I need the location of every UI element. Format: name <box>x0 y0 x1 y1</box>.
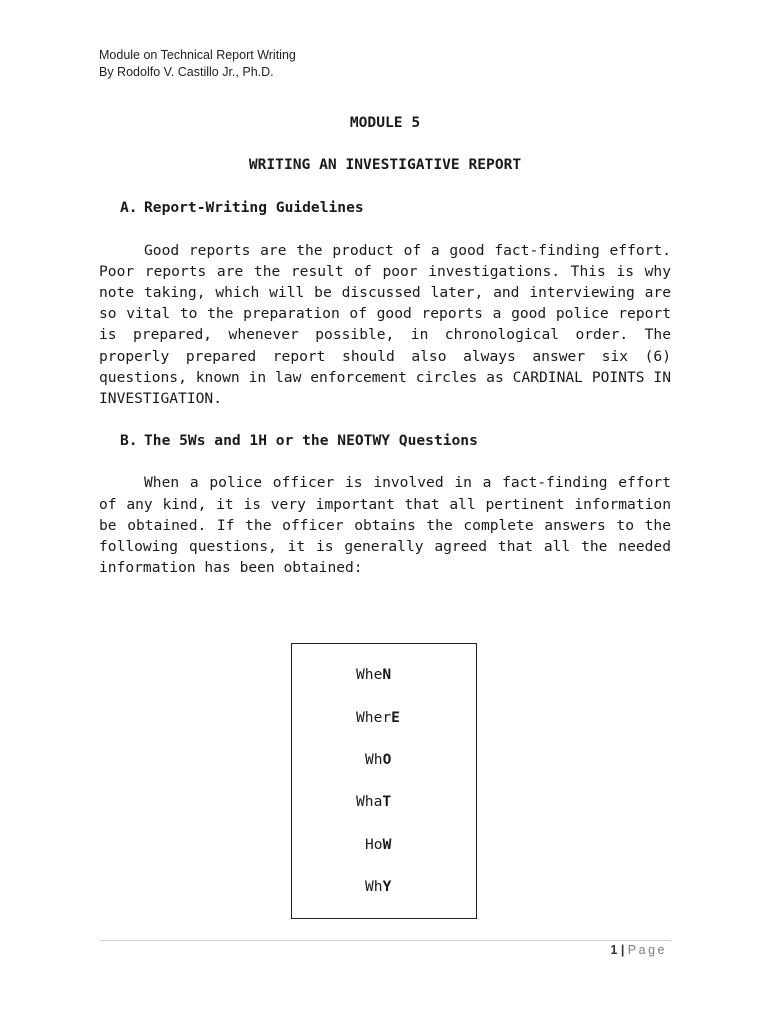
section-a-title: Report-Writing Guidelines <box>144 199 364 217</box>
page-label: Page <box>627 943 667 957</box>
section-a-paragraph: Good reports are the product of a good fact-finding effort. Poor reports are the result of poor investigations. This is why note taking, which will be discussed later, and interviewing are so vital to the preparation of good reports a good police report is prepared, whenever possible, in chronological order. The properly prepared report should also always answer six (6) questions, known in law enforcement circles as CARDINAL POINTS IN INVESTIGATION. <box>99 241 671 408</box>
question-when: WheN <box>356 666 392 683</box>
document-body <box>99 112 671 578</box>
module-title: MODULE 5 <box>349 114 421 131</box>
section-a-letter: A. <box>120 199 138 217</box>
footer-divider <box>99 940 671 941</box>
section-b-title: The 5Ws and 1H or the NEOTWY Questions <box>144 432 478 450</box>
question-what: WhaT <box>356 793 392 810</box>
question-why: WhY <box>365 878 392 895</box>
page-footer <box>610 943 667 957</box>
section-a-heading <box>120 197 671 218</box>
section-b-heading <box>120 430 671 451</box>
section-b-paragraph: When a police officer is involved in a fact-finding effort of any kind, it is very important that all pertinent information be obtained. If the officer obtains the complete answers to the following questions, it is generally agreed that all the needed information has been obtained: <box>99 474 671 577</box>
question-where: WherE <box>356 709 400 726</box>
header-module-line: Module on Technical Report Writing <box>99 48 296 62</box>
document-title: WRITING AN INVESTIGATIVE REPORT <box>248 156 522 174</box>
question-who: WhO <box>365 751 392 768</box>
neotwy-box <box>291 643 477 919</box>
section-b-letter: B. <box>120 432 138 450</box>
page-number: 1 <box>610 943 618 957</box>
page-header <box>99 47 296 81</box>
question-how: HoW <box>365 836 392 853</box>
footer-separator: | <box>620 943 625 957</box>
header-author-line: By Rodolfo V. Castillo Jr., Ph.D. <box>99 65 274 79</box>
